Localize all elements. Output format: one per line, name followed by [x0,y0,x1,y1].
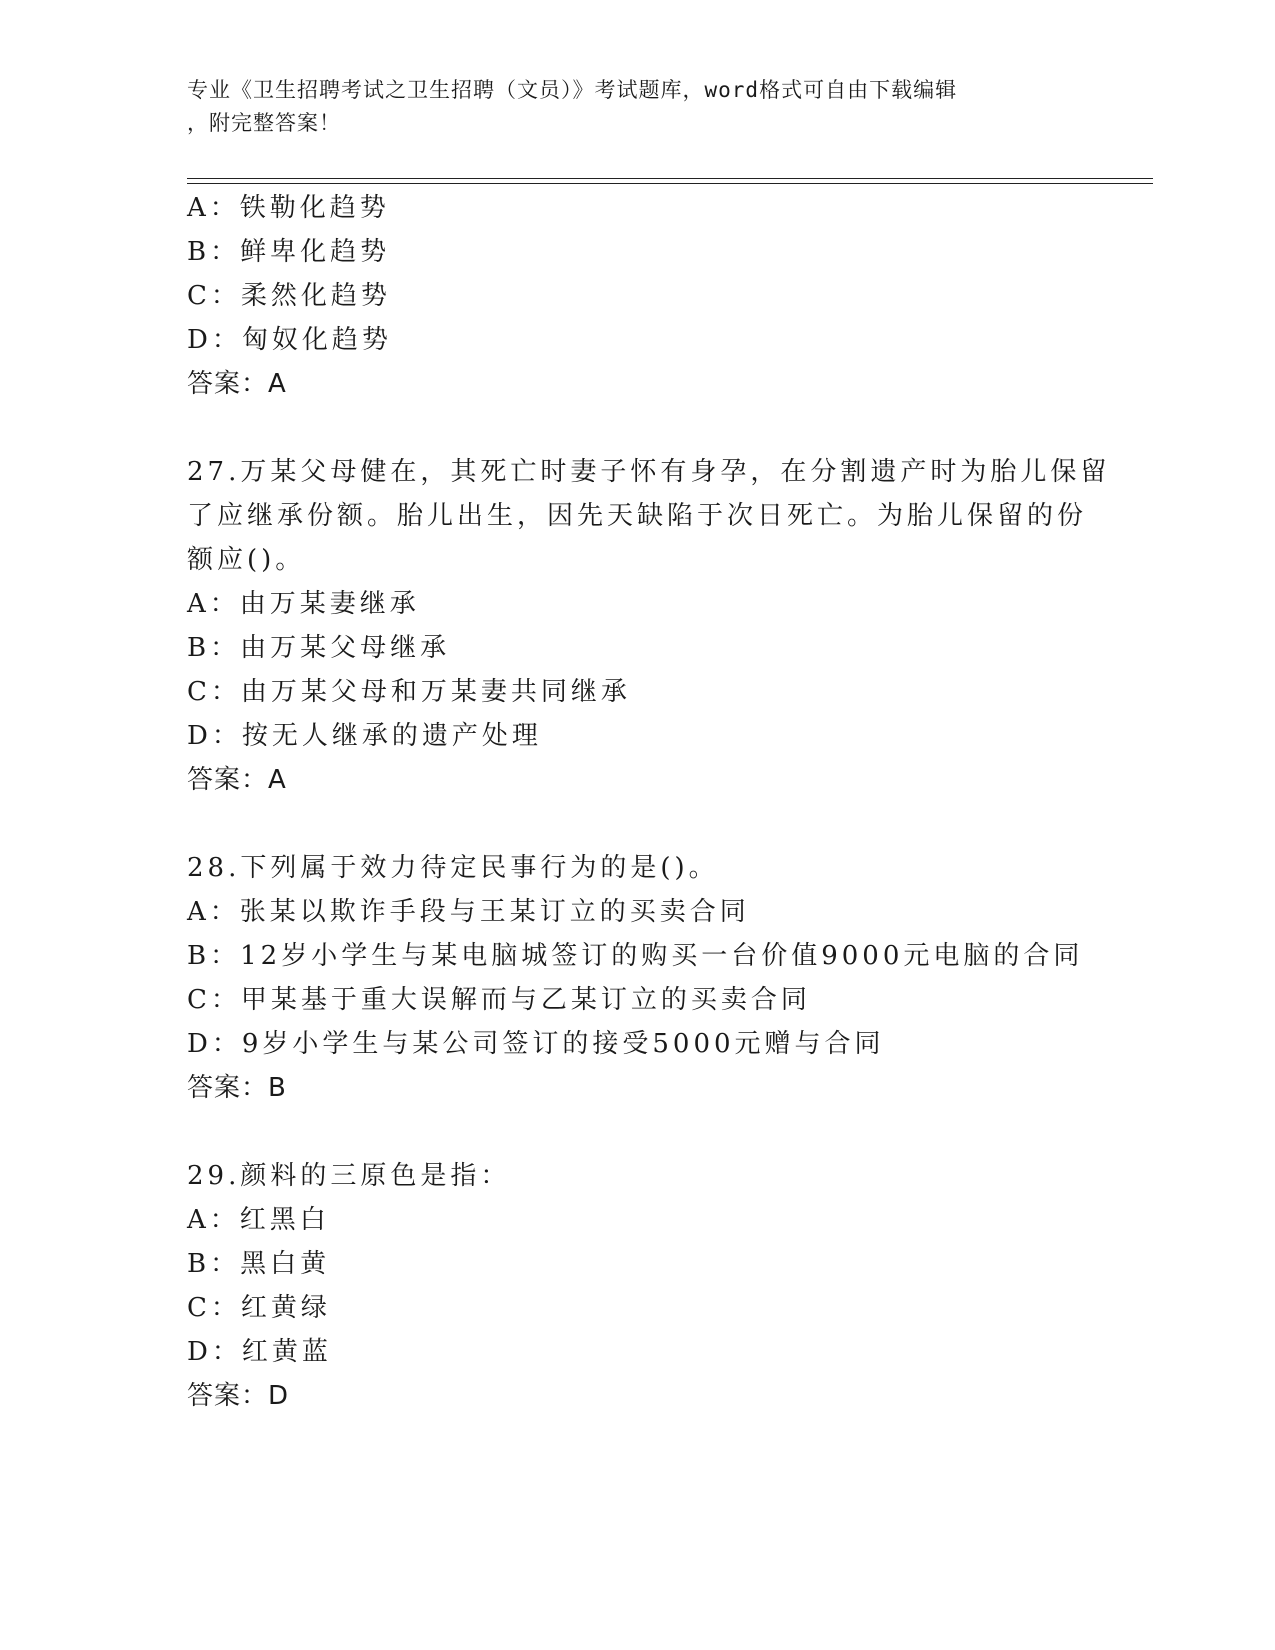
q27-stem-line-1: 27.万某父母健在，其死亡时妻子怀有身孕，在分割遗产时为胎儿保留 [187,457,1111,487]
q28-stem-line-1: 28.下列属于效力待定民事行为的是()。 [187,853,719,883]
q29-option-d: D：红黄蓝 [187,1337,332,1367]
q29-option-a: A：红黑白 [187,1205,330,1235]
header-divider-bottom [187,183,1153,184]
q26-answer: 答案：A [187,369,287,399]
q26-option-d: D：匈奴化趋势 [187,325,392,355]
q28-option-b: B：12岁小学生与某电脑城签订的购买一台价值9000元电脑的合同 [187,941,1084,971]
q27-option-a: A：由万某妻继承 [187,589,420,619]
q28-option-c: C：甲某基于重大误解而与乙某订立的买卖合同 [187,985,811,1015]
q28-option-d: D：9岁小学生与某公司签订的接受5000元赠与合同 [187,1029,885,1059]
header-divider-top [187,178,1153,179]
document-header [187,74,1067,140]
q29-option-b: B：黑白黄 [187,1249,331,1279]
q26-option-a: A：铁勒化趋势 [187,193,390,223]
q29-stem-line-1: 29.颜料的三原色是指： [187,1161,511,1191]
q26-option-b: B：鲜卑化趋势 [187,237,391,267]
q27-answer: 答案：A [187,765,287,795]
q27-option-d: D：按无人继承的遗产处理 [187,721,542,751]
header-title-line-2: ，附完整答案！ [187,111,341,135]
q28-option-a: A：张某以欺诈手段与王某订立的买卖合同 [187,897,750,927]
q27-option-b: B：由万某父母继承 [187,633,451,663]
q27-stem-line-2: 了应继承份额。胎儿出生，因先天缺陷于次日死亡。为胎儿保留的份 [187,501,1088,531]
q28-answer: 答案：B [187,1073,287,1103]
q27-stem-line-3: 额应()。 [187,545,306,575]
q26-option-c: C：柔然化趋势 [187,281,391,311]
q29-option-c: C：红黄绿 [187,1293,331,1323]
header-title-line-1: 专业《卫生招聘考试之卫生招聘（文员）》考试题库，word格式可自由下载编辑 [187,78,958,102]
q27-option-c: C：由万某父母和万某妻共同继承 [187,677,631,707]
q29-answer: 答案：D [187,1381,290,1411]
